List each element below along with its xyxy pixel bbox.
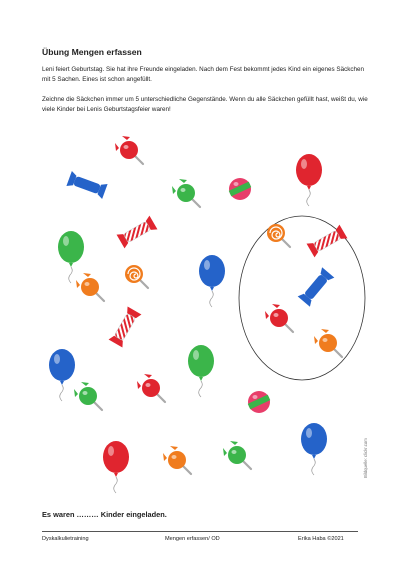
blue-candy-icon[interactable] [298,267,335,306]
blue-balloon-icon[interactable] [49,349,75,401]
orange-lollipop-icon[interactable] [76,273,104,301]
footer-left: Dyskalkulietraining [42,536,89,542]
swirl-lollipop-icon[interactable] [125,265,148,288]
instruction-paragraph: Zeichne die Säckchen immer um 5 unterschiedliche Gegenstände. Wenn du alle Säckchen gefüllt hast, weißt du, wie viele Kinder bei Lenis Geburtstagsfeier waren! [42,96,368,113]
green-lollipop-icon[interactable] [74,382,102,410]
striped-candy-icon[interactable] [109,307,142,348]
ball-icon[interactable] [248,391,270,413]
green-balloon-icon[interactable] [58,231,84,283]
red-lollipop-icon[interactable] [265,304,293,332]
footer-divider [42,531,358,532]
striped-candy-icon[interactable] [307,225,348,258]
green-lollipop-icon[interactable] [172,179,200,207]
answer-sentence: Es waren ……… Kinder eingeladen. [42,510,167,519]
blue-balloon-icon[interactable] [301,423,327,475]
red-lollipop-icon[interactable] [137,374,165,402]
ball-icon[interactable] [229,178,251,200]
swirl-lollipop-icon[interactable] [267,224,290,247]
blue-candy-icon[interactable] [66,171,107,199]
striped-candy-icon[interactable] [117,216,158,249]
footer-center: Mengen erfassen/ OD [165,536,220,542]
red-balloon-icon[interactable] [296,154,322,206]
worksheet-title: Übung Mengen erfassen [42,47,142,57]
footer-right: Erika Haba ©2021 [298,536,344,542]
red-lollipop-icon[interactable] [115,136,143,164]
red-balloon-icon[interactable] [103,441,129,493]
orange-lollipop-icon[interactable] [314,329,342,357]
green-lollipop-icon[interactable] [223,441,251,469]
intro-paragraph: Leni feiert Geburtstag. Sie hat ihre Freunde eingeladen. Nach dem Fest bekommt jedes Kind ein eigenes Säckchen mit 5 Sachen. Eines ist schon angefüllt. [42,66,365,83]
blue-balloon-icon[interactable] [199,255,225,307]
image-credit: Bildquelle: clickr.com [363,438,368,478]
green-balloon-icon[interactable] [188,345,214,397]
orange-lollipop-icon[interactable] [163,446,191,474]
